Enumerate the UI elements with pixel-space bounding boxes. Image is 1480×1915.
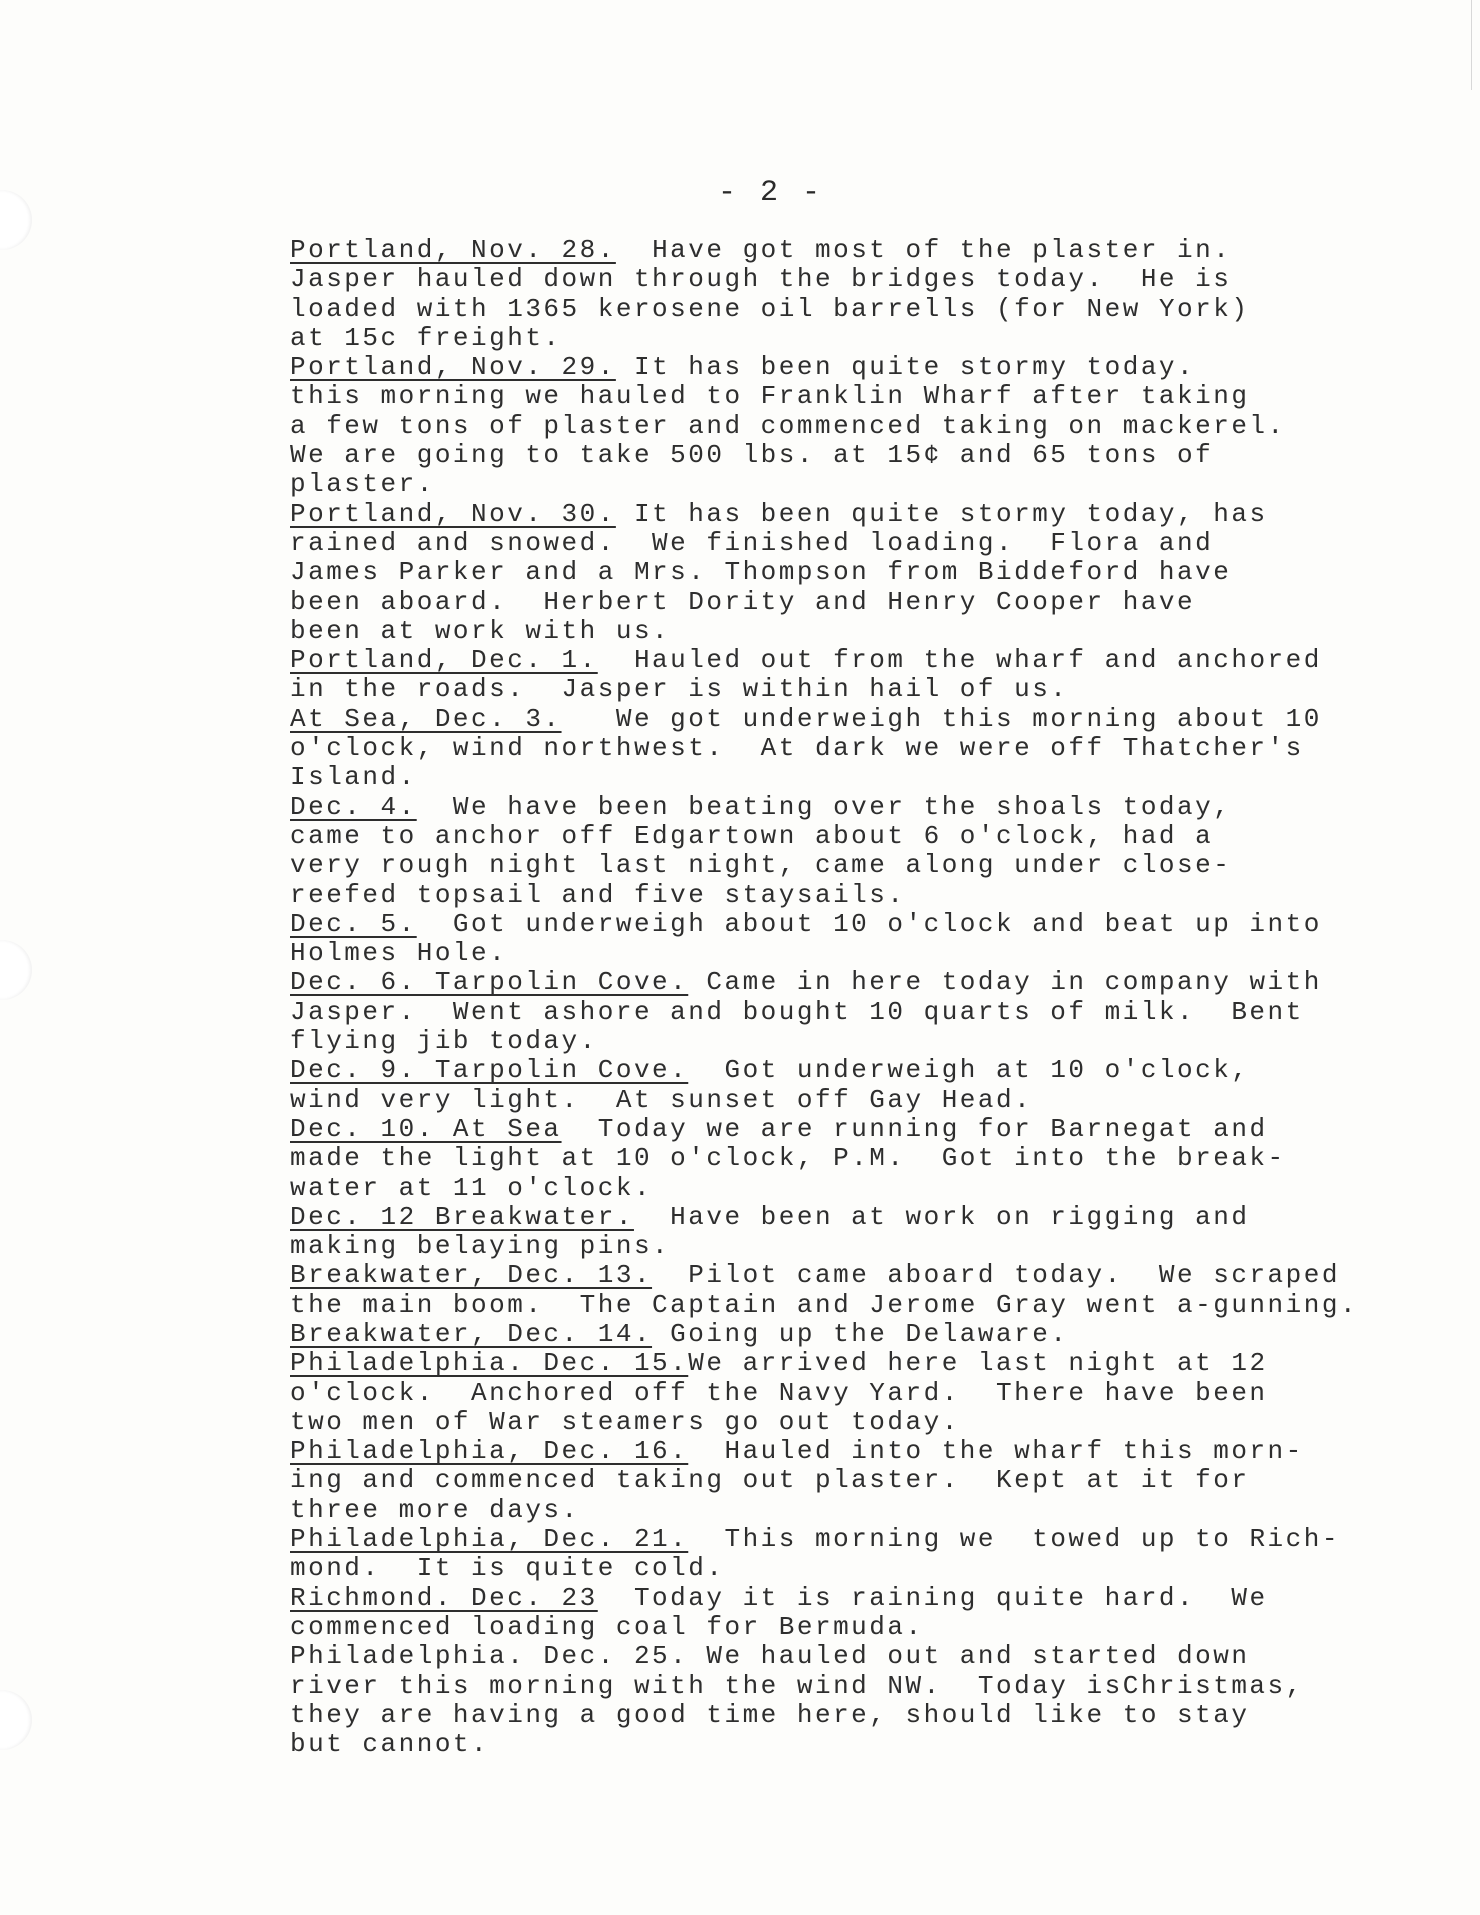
- text-line: [290, 1027, 1350, 1056]
- text-line: [290, 1525, 1350, 1554]
- entry-text: Came in here today in company with: [688, 967, 1322, 998]
- entry-text: made the light at 10 o'clock, P.M. Got into the break-: [290, 1143, 1286, 1174]
- text-line: [290, 1437, 1350, 1466]
- entry-text: We are going to take 500 lbs. at 15¢ and 65 tons of: [290, 440, 1214, 471]
- entry-text: reefed topsail and five staysails.: [290, 879, 906, 910]
- text-line: [290, 617, 1350, 646]
- text-line: [290, 1496, 1350, 1525]
- entry-heading: Dec. 9. Tarpolin Cove.: [290, 1055, 689, 1086]
- entry-heading: Dec. 10. At Sea: [290, 1113, 562, 1144]
- entry-text: Island.: [290, 762, 417, 793]
- text-line: [290, 1232, 1350, 1261]
- entry-text: It has been quite stormy today, has: [615, 498, 1268, 529]
- text-line: [290, 1349, 1350, 1378]
- entry-heading: Dec. 6. Tarpolin Cove.: [290, 967, 689, 998]
- entry-text: Going up the Delaware.: [652, 1318, 1069, 1349]
- entry-heading: Dec. 5.: [290, 908, 417, 939]
- entry-heading: Portland, Dec. 1.: [290, 645, 598, 676]
- entry-text: very rough night last night, came along under close-: [290, 850, 1232, 881]
- entry-text: this morning we hauled to Franklin Wharf after taking: [290, 381, 1250, 412]
- text-line: [290, 822, 1350, 851]
- text-line: [290, 441, 1350, 470]
- text-line: [290, 353, 1350, 382]
- text-line: [290, 1320, 1350, 1349]
- text-line: [290, 265, 1350, 294]
- text-line: [290, 382, 1350, 411]
- entry-text: We got underweigh this morning about 10: [561, 703, 1322, 734]
- text-line: [290, 1174, 1350, 1203]
- text-line: [290, 1115, 1350, 1144]
- text-line: [290, 236, 1350, 265]
- text-line: [290, 910, 1350, 939]
- entry-heading: Portland, Nov. 30.: [290, 498, 616, 529]
- entry-text: James Parker and a Mrs. Thompson from Biddeford have: [290, 557, 1232, 588]
- entry-heading: Breakwater, Dec. 14.: [290, 1318, 653, 1349]
- entry-text: rained and snowed. We finished loading. Flora and: [290, 527, 1214, 558]
- text-line: [290, 646, 1350, 675]
- text-line: [290, 500, 1350, 529]
- entry-text: the main boom. The Captain and Jerome Gray went a-gunning.: [290, 1289, 1359, 1320]
- text-line: [290, 558, 1350, 587]
- text-line: [290, 1056, 1350, 1085]
- text-line: [290, 881, 1350, 910]
- entry-text: in the roads. Jasper is within hail of us.: [290, 674, 1069, 705]
- text-line: [290, 1613, 1350, 1642]
- entry-text: three more days.: [290, 1494, 580, 1525]
- text-line: [290, 968, 1350, 997]
- text-line: [290, 1672, 1350, 1701]
- entry-text: o'clock. Anchored off the Navy Yard. There have been: [290, 1377, 1268, 1408]
- text-line: [290, 324, 1350, 353]
- text-line: [290, 675, 1350, 704]
- text-line: [290, 1408, 1350, 1437]
- text-line: [290, 763, 1350, 792]
- entry-text: Hauled into the wharf this morn-: [688, 1436, 1304, 1467]
- entry-text: Hauled out from the wharf and anchored: [597, 645, 1322, 676]
- entry-text: We arrived here last night at 12: [688, 1348, 1268, 1379]
- entry-text: but cannot.: [290, 1729, 490, 1760]
- text-line: [290, 1144, 1350, 1173]
- entry-text: mond. It is quite cold.: [290, 1553, 725, 1584]
- entry-heading: Portland, Nov. 28.: [290, 235, 616, 265]
- text-line: [290, 1554, 1350, 1583]
- entry-text: o'clock, wind northwest. At dark we were off Thatcher's: [290, 733, 1304, 764]
- entry-text: a few tons of plaster and commenced taking on mackerel.: [290, 410, 1286, 441]
- text-line: [290, 939, 1350, 968]
- punch-hole: [0, 1690, 32, 1750]
- entry-text: Pilot came aboard today. We scraped: [652, 1260, 1340, 1291]
- entry-heading: Philadelphia, Dec. 21.: [290, 1524, 689, 1555]
- text-line: [290, 793, 1350, 822]
- text-line: [290, 1701, 1350, 1730]
- text-line: [290, 998, 1350, 1027]
- text-line: [290, 470, 1350, 499]
- entry-text: they are having a good time here, should like to stay: [290, 1699, 1250, 1730]
- entry-heading: Breakwater, Dec. 13.: [290, 1260, 653, 1291]
- entry-text: Philadelphia. Dec. 25. We hauled out and started down: [290, 1641, 1250, 1672]
- entry-heading: Dec. 12 Breakwater.: [290, 1201, 634, 1232]
- entry-heading: At Sea, Dec. 3.: [290, 703, 562, 734]
- entry-text: Got underweigh about 10 o'clock and beat up into: [416, 908, 1322, 939]
- text-line: [290, 1203, 1350, 1232]
- entry-text: commenced loading coal for Bermuda.: [290, 1611, 924, 1642]
- entry-text: Got underweigh at 10 o'clock,: [688, 1055, 1250, 1086]
- entry-text: at 15c freight.: [290, 322, 562, 353]
- entry-heading: Philadelphia, Dec. 16.: [290, 1436, 689, 1467]
- entry-heading: Dec. 4.: [290, 791, 417, 822]
- entry-text: Jasper hauled down through the bridges today. He is: [290, 264, 1232, 295]
- page-edge: [1471, 0, 1480, 90]
- entry-text: Have been at work on rigging and: [633, 1201, 1250, 1232]
- entry-text: ing and commenced taking out plaster. Kept at it for: [290, 1465, 1250, 1496]
- entry-heading: Philadelphia. Dec. 15.: [290, 1348, 689, 1379]
- text-line: [290, 529, 1350, 558]
- text-line: [290, 734, 1350, 763]
- text-line: [290, 1379, 1350, 1408]
- entry-text: river this morning with the wind NW. Today isChristmas,: [290, 1670, 1304, 1701]
- entry-text: This morning we towed up to Rich-: [688, 1524, 1340, 1555]
- entry-text: been aboard. Herbert Dority and Henry Cooper have: [290, 586, 1196, 617]
- entry-text: flying jib today.: [290, 1026, 598, 1057]
- entry-text: We have been beating over the shoals today,: [416, 791, 1232, 822]
- punch-hole: [0, 940, 32, 1000]
- text-line: [290, 1730, 1350, 1759]
- entry-text: two men of War steamers go out today.: [290, 1406, 960, 1437]
- text-line: [290, 588, 1350, 617]
- entry-heading: Richmond. Dec. 23: [290, 1582, 598, 1613]
- page-number: - 2 -: [718, 176, 824, 210]
- text-line: [290, 295, 1350, 324]
- entry-text: making belaying pins.: [290, 1231, 671, 1262]
- text-line: [290, 1261, 1350, 1290]
- entry-heading: Portland, Nov. 29.: [290, 352, 616, 383]
- text-line: [290, 1642, 1350, 1671]
- text-line: [290, 1289, 1359, 1320]
- text-line: [290, 1584, 1350, 1613]
- entry-text: came to anchor off Edgartown about 6 o'clock, had a: [290, 820, 1214, 851]
- entry-text: loaded with 1365 kerosene oil barrells (for New York): [290, 293, 1250, 324]
- text-line: [290, 1466, 1350, 1495]
- entry-text: Have got most of the plaster in.: [615, 235, 1232, 265]
- entry-text: been at work with us.: [290, 615, 671, 646]
- entry-text: wind very light. At sunset off Gay Head.: [290, 1084, 1033, 1115]
- entry-text: It has been quite stormy today.: [615, 352, 1196, 383]
- text-line: [290, 851, 1350, 880]
- entry-text: Holmes Hole.: [290, 938, 508, 969]
- entry-text: Jasper. Went ashore and bought 10 quarts of milk. Bent: [290, 996, 1304, 1027]
- journal-text: [290, 235, 1359, 1760]
- entry-text: plaster.: [290, 469, 435, 500]
- text-line: [290, 705, 1350, 734]
- entry-text: Today we are running for Barnegat and: [561, 1113, 1268, 1144]
- text-line: [290, 1086, 1350, 1115]
- entry-text: Today it is raining quite hard. We: [597, 1582, 1268, 1613]
- text-line: [290, 412, 1350, 441]
- entry-text: water at 11 o'clock.: [290, 1172, 653, 1203]
